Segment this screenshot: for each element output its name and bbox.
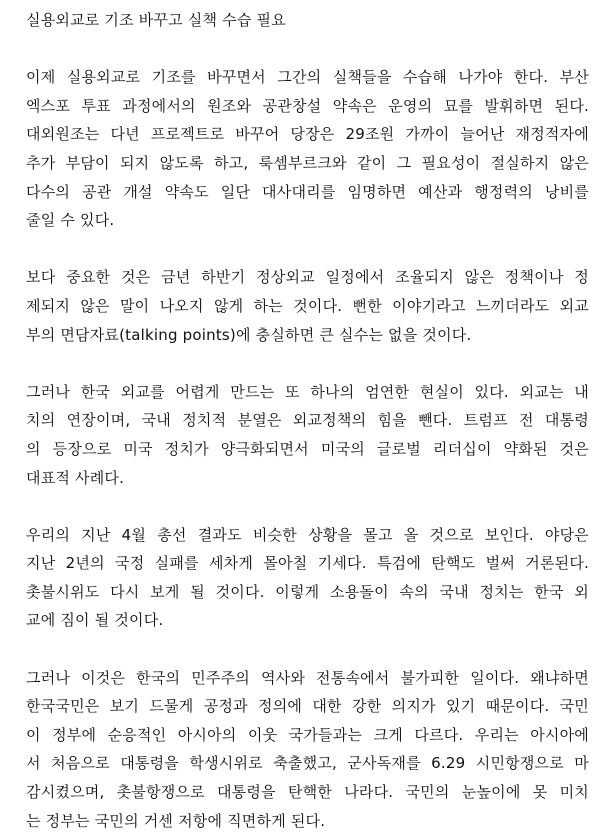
paragraph	[26, 378, 599, 492]
text-line: 한국국민은 보기 드물게 공정과 정의에 대한 강한 의지가 있기 때문이다. 국민	[26, 697, 589, 716]
paragraph	[26, 263, 599, 349]
text-line: 그러나 이것은 한국의 민주주의 역사와 전통속에서 불가피한 일이다. 왜냐하면	[26, 668, 589, 687]
text-line: 촛불시위도 다시 보게 될 것이다. 이렇게 소용돌이 속의 국내 정치는 한국 외	[26, 582, 589, 601]
text-line: 보다 중요한 것은 금년 하반기 정상외교 일정에서 조율되지 않은 정책이나 정	[26, 268, 589, 287]
text-line: 감시켰으며, 촛불항쟁으로 대통령을 탄핵한 나라다. 국민의 눈높이에 못 미치	[26, 783, 589, 802]
paragraph-gap	[26, 635, 599, 664]
text-line: 부의 면담자료(talking points)에 충실하면 큰 실수는 없을 것이다.	[26, 325, 472, 344]
text-line: 우리의 지난 4월 총선 결과도 비슷한 상황을 몰고 올 것으로 보인다. 야당은	[26, 525, 589, 544]
paragraph	[26, 521, 599, 635]
paragraph-gap	[26, 349, 599, 378]
text-line: 서 처음으로 대통령을 학생시위로 축출했고, 군사독재를 6.29 시민항쟁으로 마	[26, 754, 589, 773]
text-line: 의 등장으로 미국 정치가 양극화되면서 미국의 글로벌 리더십이 약화된 것은	[26, 439, 589, 458]
text-line: 이제 실용외교로 기조를 바꾸면서 그간의 실책들을 수습해 나가야 한다. 부산	[26, 68, 589, 87]
paragraph-gap	[26, 492, 599, 521]
paragraph-gap	[26, 235, 599, 264]
text-line: 대외원조는 다년 프로젝트로 바꾸어 당장은 29조원 가까이 늘어난 재정적자에	[26, 125, 589, 144]
text-line: 교에 짐이 될 것이다.	[26, 611, 164, 630]
text-line: 지난 2년의 국정 실패를 세차게 몰아칠 기세다. 특검에 탄핵도 벌써 거론된다.	[26, 554, 589, 573]
text-line: 대표적 사례다.	[26, 468, 125, 487]
spacer	[26, 35, 599, 64]
text-line: 는 정부는 국민의 거센 저항에 직면하게 된다.	[26, 811, 326, 830]
text-line: 제되지 않은 말이 나오지 않게 하는 것이다. 뻔한 이야기라고 느끼더라도 외교	[26, 296, 589, 315]
text-line: 엑스포 투표 과정에서의 원조와 공관창설 약속은 운영의 묘를 발휘하면 된다.	[26, 96, 589, 115]
text-line: 치의 연장이며, 국내 정치적 분열은 외교정책의 힘을 뺀다. 트럼프 전 대통령	[26, 411, 589, 430]
text-line: 그러나 한국 외교를 어렵게 만드는 또 하나의 엄연한 현실이 있다. 외교는 내	[26, 382, 589, 401]
text-line: 다수의 공관 개설 약속도 일단 대사대리를 임명하면 예산과 행정력의 낭비를	[26, 182, 589, 201]
text-line: 줄일 수 있다.	[26, 211, 115, 230]
text-line: 추가 부담이 되지 않도록 하고, 룩셈부르크와 같이 그 필요성이 절실하지 않은	[26, 153, 589, 172]
paragraph	[26, 63, 599, 235]
article-body	[26, 63, 599, 835]
paragraph	[26, 664, 599, 835]
text-line: 이 정부에 순응적인 아시아의 이웃 국가들과는 크게 다르다. 우리는 아시아에	[26, 725, 589, 744]
article-title: 실용외교로 기조 바꾸고 실책 수습 필요	[26, 11, 286, 29]
